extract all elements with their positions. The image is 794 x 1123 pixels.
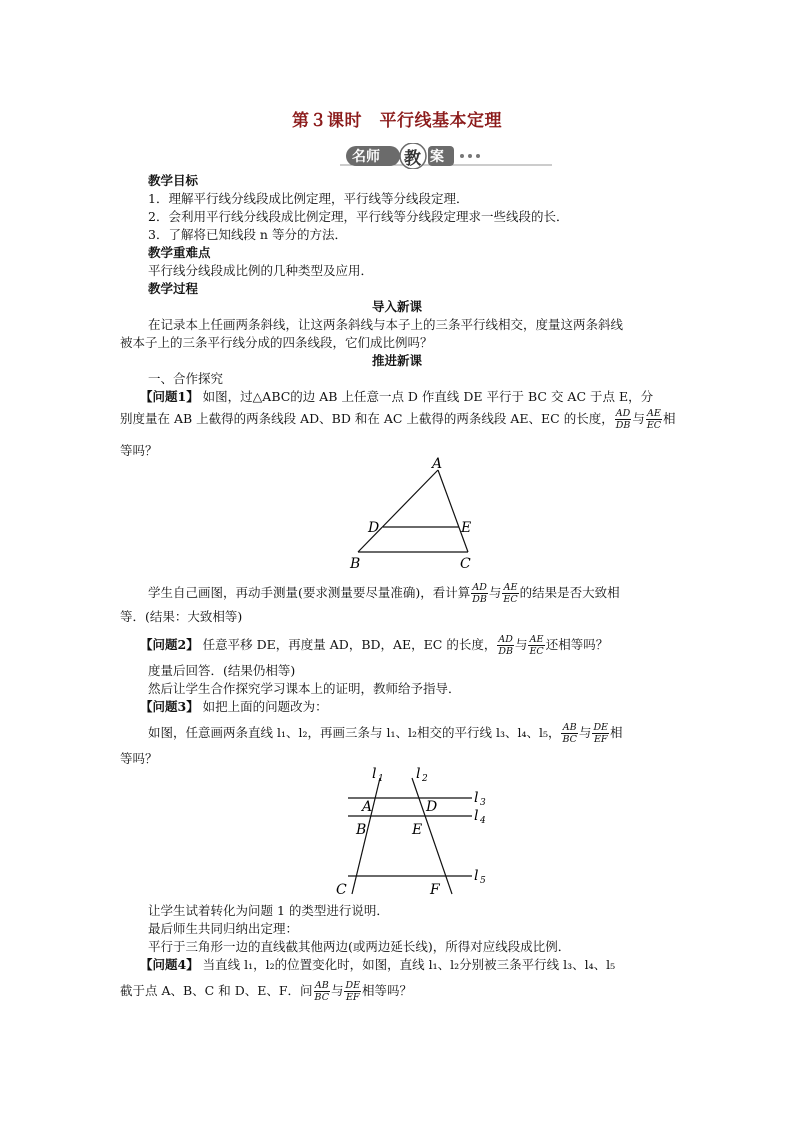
fraction-ae-ec: $\frac{AE}{EC}$: [529, 634, 544, 657]
question-4-line-1: 【问题4】 当直线 l₁，l₂的位置变化时，如图，直线 l₁、l₂分别被三条平行线 l₃、l₄、l₅: [140, 957, 616, 972]
question-1-line-3: 等吗？: [120, 443, 158, 458]
svg-text:1: 1: [378, 774, 384, 784]
intro-text-2: 被本子上的三条平行线分成的四条线段，它们成比例吗？: [120, 335, 433, 350]
svg-text:l: l: [474, 808, 479, 824]
fraction-ad-db: $\frac{AD}{DB}$: [615, 408, 631, 431]
parallel-lines-figure: [330, 762, 500, 900]
point-e-label: E: [412, 822, 423, 838]
point-d-label: D: [368, 520, 380, 536]
banner-right-text: 案: [430, 149, 444, 165]
after-text-1: 让学生试着转化为问题 1 的类型进行说明．: [148, 903, 389, 918]
question-2: 【问题2】 任意平移 DE，再度量 AD，BD，AE，EC 的长度， $\frac{AD}{DB}$ 与 $\frac{AE}{EC}$ 还相等吗？: [140, 634, 609, 657]
process-heading: 教学过程: [148, 281, 199, 296]
svg-text:l: l: [474, 790, 479, 806]
svg-text:3: 3: [480, 798, 486, 808]
point-d-label: D: [426, 799, 438, 815]
fraction-ab-bc: $\frac{AB}{BC}$: [314, 980, 329, 1003]
goal-item: 1．理解平行线分线段成比例定理，平行线等分线段定理．: [148, 191, 469, 206]
section-1-heading: 一、合作探究: [148, 371, 224, 386]
point-f-label: F: [430, 882, 440, 898]
advance-heading: 推进新课: [371, 353, 422, 368]
question-2-label: 【问题2】: [140, 637, 199, 652]
theorem-text: 平行于三角形一边的直线截其他两边(或两边延长线)，所得对应线段成比例．: [148, 939, 571, 954]
fraction-ad-db: $\frac{AD}{DB}$: [498, 634, 513, 657]
after-text-2: 最后师生共同归纳出定理：: [148, 921, 299, 936]
point-a-label: A: [362, 799, 373, 815]
banner-left-text: 名师: [352, 149, 380, 165]
question-2-answer: 度量后回答．(结果仍相等): [148, 663, 296, 678]
question-4-label: 【问题4】: [140, 957, 199, 972]
fraction-ad-db: $\frac{AD}{DB}$: [472, 582, 487, 605]
key-heading: 教学重难点: [148, 245, 211, 260]
point-a-label: A: [432, 456, 443, 472]
svg-text:l: l: [372, 766, 377, 782]
goal-item: 2．会利用平行线分线段成比例定理，平行线等分线段定理求一些线段的长．: [148, 209, 569, 224]
banner-mid-text: 教: [404, 149, 421, 169]
fraction-de-ef: $\frac{DE}{EF}$: [345, 980, 361, 1003]
question-3-end: 等吗？: [120, 751, 158, 766]
intro-heading: 导入新课: [371, 299, 422, 314]
svg-text:5: 5: [480, 876, 486, 886]
measure-line-2: 等．(结果：大致相等): [120, 609, 243, 624]
point-c-label: C: [336, 882, 347, 898]
question-3-label: 【问题3】: [140, 699, 199, 714]
point-b-label: B: [356, 822, 367, 838]
svg-text:l: l: [416, 766, 421, 782]
question-1-label: 【问题1】: [140, 389, 199, 404]
triangle-figure: [340, 456, 480, 574]
question-1-text-2: 别度量在 AB 上截得的两条线段 AD、BD 和在 AC 上截得的两条线段 AE、EC 的长度，: [120, 411, 614, 426]
question-3-body: 如图，任意画两条直线 l₁、l₂，再画三条与 l₁、l₂相交的平行线 l₃、l₄、l₅， $\frac{AB}{BC}$ 与 $\frac{DE}{EF}$ 相: [148, 722, 623, 745]
goal-item: 3．了解将已知线段 n 等分的方法．: [148, 227, 347, 242]
question-4-line-2: 截于点 A、B、C 和 D、E、F．问 $\frac{AB}{BC}$ 与 $\frac{DE}{EF}$ 相等吗？: [120, 980, 413, 1003]
intro-text-1: 在记录本上任画两条斜线，让这两条斜线与本子上的三条平行线相交，度量这两条斜线: [148, 317, 624, 332]
point-e-label: E: [461, 520, 472, 536]
question-1-line-1: [140, 388, 653, 406]
fraction-ae-ec: $\frac{AE}{EC}$: [646, 408, 662, 431]
point-b-label: B: [350, 556, 361, 572]
point-c-label: C: [460, 556, 471, 572]
question-1-text: 如图，过△ABC的边 AB 上任意一点 D 作直线 DE 平行于 BC 交 AC 于点 E，分: [198, 389, 654, 404]
question-2-next: 然后让学生合作探究学习课本上的证明，教师给予指导．: [148, 681, 461, 696]
svg-text:4: 4: [480, 816, 486, 826]
page-title: 第３课时 平行线基本定理: [292, 111, 502, 131]
svg-text:l: l: [474, 868, 479, 884]
goals-heading: 教学目标: [148, 173, 199, 188]
question-3: 【问题3】 如把上面的问题改为：: [140, 699, 328, 714]
key-text: 平行线分线段成比例的几种类型及应用．: [148, 263, 374, 278]
fraction-de-ef: $\frac{DE}{EF}$: [593, 722, 608, 745]
svg-text:2: 2: [422, 774, 428, 784]
measure-line-1: 学生自己画图，再动手测量(要求测量要尽量准确)，看计算 $\frac{AD}{DB}$ 与 $\frac{AE}{EC}$ 的结果是否大致相: [148, 582, 620, 605]
question-1-line-2: 别度量在 AB 上截得的两条线段 AD、BD 和在 AC 上截得的两条线段 AE、EC 的长度， $\frac{AD}{DB}$ 与 $\frac{AE}{EC}$ 相: [120, 408, 676, 431]
fraction-ae-ec: $\frac{AE}{EC}$: [503, 582, 518, 605]
fraction-ab-bc: $\frac{AB}{BC}$: [562, 722, 577, 745]
